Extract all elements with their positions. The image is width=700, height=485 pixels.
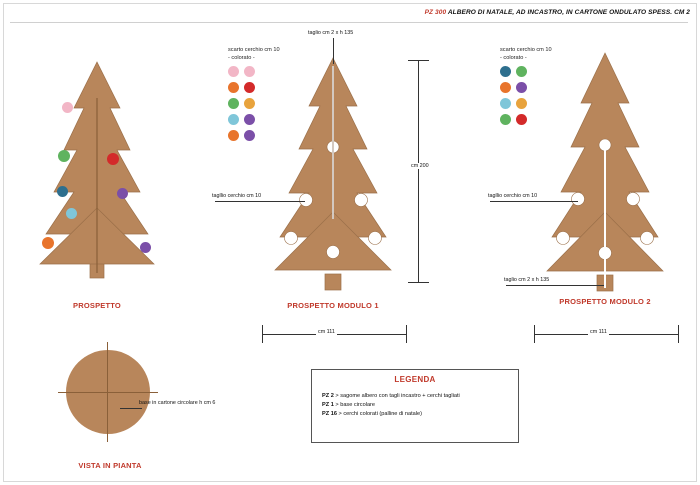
dim-width-2-tick-right (678, 325, 679, 343)
leader-taglio-top (333, 38, 334, 64)
ornament (66, 208, 77, 219)
swatch (500, 98, 511, 109)
legend-code: PZ 1 (322, 402, 334, 409)
dim-height-tick-top (408, 60, 429, 61)
swatch (516, 82, 527, 93)
dim-width-1-tick-right (406, 325, 407, 343)
swatch (244, 114, 255, 125)
header-text: ALBERO DI NATALE, AD INCASTRO, IN CARTONE ONDULATO SPESS. CM 2 (447, 9, 690, 16)
legend-text: > base circolare (335, 402, 376, 409)
dim-width-1-tick-left (262, 325, 263, 343)
swatch (244, 66, 255, 77)
legend-code: PZ 16 (322, 411, 337, 418)
swatch (228, 66, 239, 77)
note-taglio-bottom: taglio cm 2 x h 135 (504, 277, 550, 283)
ornament (57, 186, 68, 197)
leader-base-circolare (120, 408, 142, 409)
swatches-modulo-1 (228, 46, 280, 144)
swatch (500, 82, 511, 93)
note-base-circolare: base in cartone circolare h cm 6 (139, 400, 216, 406)
swatch (228, 82, 239, 93)
swatch (500, 66, 511, 77)
note-taglio-top: taglio cm 2 x h 135 (308, 30, 354, 36)
ornament (42, 237, 54, 249)
legend-text: > cerchi colorati (palline di natale) (338, 411, 422, 418)
legend-row (322, 392, 508, 401)
plan-view (50, 342, 170, 452)
swatch (244, 98, 255, 109)
legend-box (311, 369, 519, 443)
swatch (516, 114, 527, 125)
ornament (62, 102, 73, 113)
caption-prospetto: PROSPETTO (73, 301, 121, 310)
header-divider (10, 22, 688, 23)
ornament (58, 150, 70, 162)
swatch (228, 130, 239, 141)
caption-modulo-1: PROSPETTO MODULO 1 (287, 301, 379, 310)
note-taglio-cerchio-1: tagllio cerchio cm 10 (212, 193, 262, 199)
dim-height-line (418, 60, 419, 282)
dim-height-tick-bottom (408, 282, 429, 283)
swatch (228, 98, 239, 109)
legend-code: PZ 2 (322, 393, 334, 399)
tree-prospetto (22, 58, 172, 293)
swatch (244, 130, 255, 141)
ornament (140, 242, 151, 253)
leader-cerchio-1 (215, 201, 305, 202)
dim-width-1-label: cm 111 (318, 329, 335, 335)
header-title (425, 9, 690, 16)
ornament (107, 153, 119, 165)
caption-pianta: VISTA IN PIANTA (78, 461, 142, 470)
legend-row (322, 410, 508, 419)
header-code: PZ 300 (424, 9, 447, 16)
swatches-modulo-2 (500, 46, 552, 128)
legend-text: > sagome albero con tagli incastro + cerchi tagliati (335, 393, 460, 399)
plan-axis-horizontal (58, 392, 158, 393)
swatch (244, 82, 255, 93)
note-taglio-cerchio-2: tagllio cerchio cm 10 (488, 193, 538, 199)
tree-modulo-1 (258, 52, 408, 292)
leader-taglio-bottom (506, 285, 604, 286)
swatch-title-2: scarto cerchio cm 10 - colorato - (500, 47, 552, 62)
leader-cerchio-2 (490, 201, 578, 202)
dim-width-2-tick-left (534, 325, 535, 343)
swatch-title-1: scarto cerchio cm 10 - colorato - (228, 47, 280, 62)
swatch (516, 98, 527, 109)
legend-row (322, 401, 508, 410)
ornament (117, 188, 128, 199)
dim-width-2-label: cm 111 (590, 329, 607, 335)
swatch (500, 114, 511, 125)
swatch (516, 66, 527, 77)
tree-modulo-2 (530, 45, 680, 293)
swatch (228, 114, 239, 125)
legend-title: LEGENDA (394, 375, 436, 384)
dim-height-label: cm 200 (411, 163, 429, 169)
caption-modulo-2: PROSPETTO MODULO 2 (559, 297, 651, 306)
